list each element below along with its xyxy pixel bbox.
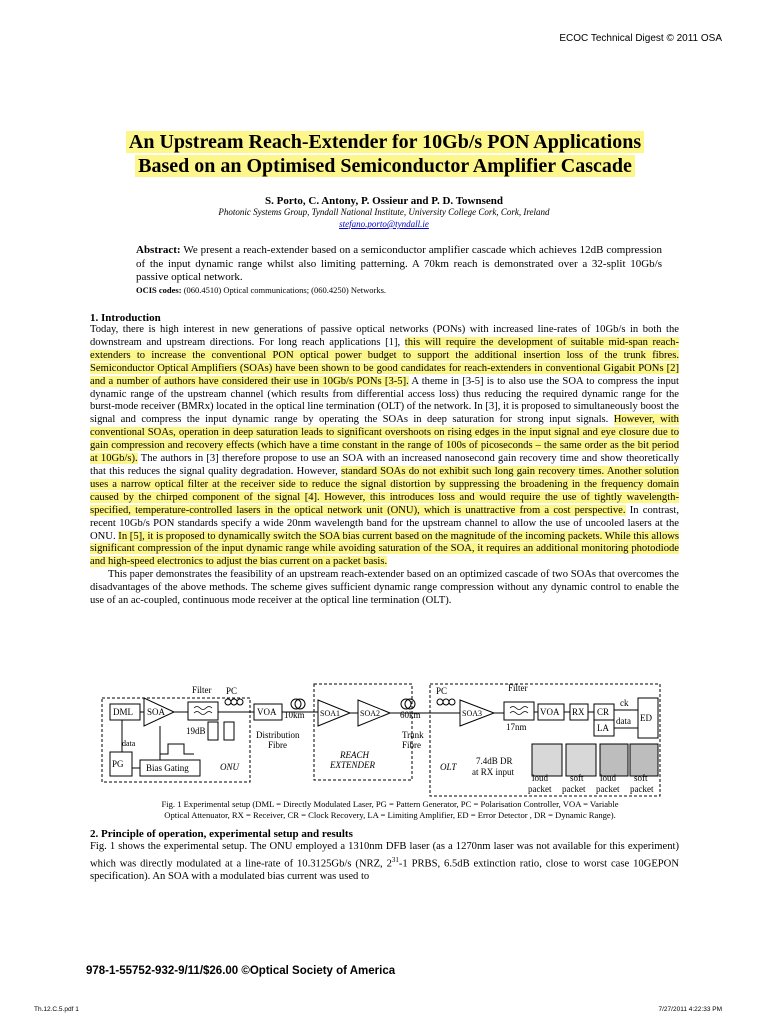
section-2-text-b: -1 PRBS, 6.5dB extinction ratio, close to worst case 10GEPON specification). An SOA with a modulated bias current was used to [90,858,679,883]
label-dml: DML [113,707,133,717]
highlighted-text: However, with conventional SOAs, operation in deep saturation leads to significant overshoots on rising edges in the input signal and eye closure due to gain compression and recovery effects (which have a time constant in the range of 100s of picoseconds – the same order as the bit period at 10Gb/s). [90,414,679,465]
label-soa1: SOA1 [320,709,341,718]
label-trunk: Trunk [402,730,424,740]
highlighted-text: this will require the development of suitable mid-span reach-extenders to increase the conventional PON optical power budget to support the additional insertion loss of the trunk fibres. Semiconductor Optical Amplifiers (SOAs) have been shown to be good candidates for reach-extenders in conventional Gigabit PONs [2] and a number of authors have considered their use in 10Gb/s PONs [3-5]. [90,336,679,387]
section-heading-introduction: 1. Introduction [90,312,161,324]
paper-title [40,130,730,178]
section-heading-principle: 2. Principle of operation, experimental setup and results [90,828,353,840]
caption-line-1: Fig. 1 Experimental setup (DML = Directly Modulated Laser, PG = Pattern Generator, PC = Polarisation Controller, VOA = Variable [161,799,619,809]
label-packet-4: packet [630,784,654,794]
author-list: S. Porto, C. Antony, P. Ossieur and P. D. Townsend [265,195,503,207]
text-run: The authors in [3] therefore propose to use an SOA with an increased nanosecond gain recovery time and show theoretically that this reduces the signal quality degradation. However, [90,453,680,477]
superscript-31: 31 [391,855,399,864]
label-17nm: 17nm [506,722,527,732]
label-data-olt: data [616,716,631,726]
title-line-2: Based on an Optimised Semiconductor Amplifier Cascade [135,155,635,177]
label-rx: RX [572,707,585,717]
ocis-text: (060.4510) Optical communications; (060.4250) Networks. [183,285,387,295]
label-extender: EXTENDER [330,760,375,770]
label-onu-filter: Filter [192,685,212,695]
figure-caption [100,799,680,821]
label-dr-1: 7.4dB DR [476,756,513,766]
label-loud-1: loud [532,773,549,783]
label-onu-soa: SOA [147,707,166,717]
journal-header: ECOC Technical Digest © 2011 OSA [559,33,722,44]
label-packet-3: packet [596,784,620,794]
label-dr-2: at RX input [472,767,514,777]
label-olt: OLT [440,762,457,772]
footer-timestamp: 7/27/2011 4:22:33 PM [658,1006,722,1013]
text-run: In contrast, recent 10Gb/s PON standards specify a wide 20nm wavelength band for the upstream channel to allow the use of uncooled lasers at the ONU. [90,504,679,542]
label-reach: REACH [340,750,369,760]
footer-file-label: Th.12.C.5.pdf 1 [34,1006,79,1013]
label-loud-2: loud [600,773,617,783]
eye-diagram-3 [600,744,628,776]
label-olt-pc: PC [436,686,448,696]
label-trunk-fibre: Fibre [402,740,421,750]
author-email-link[interactable]: stefano.porto@tyndall.ie [339,219,429,229]
eye-diagram-2 [566,744,596,776]
label-bias-gating: Bias Gating [146,763,189,773]
eye-diagram-1 [532,744,562,776]
experimental-setup-figure [100,680,680,800]
label-onu-pc: PC [226,686,238,696]
label-ed: ED [640,713,652,723]
copyright-line: 978-1-55752-932-9/11/$26.00 ©Optical Society of America [86,965,396,977]
highlighted-text: In [5], it is proposed to dynamically switch the SOA bias current based on the magnitude of the incoming packets. While this allows significant compression of the input dynamic range while avoiding saturation of the SOA, it requires an additional monitoring photodiode and high-speed electronics to adjust the bias current on a packet basis. [90,530,680,568]
label-onu: ONU [220,762,240,772]
label-distribution-fibre: Fibre [268,740,287,750]
highlighted-text: standard SOAs do not exhibit such long gain recovery times. Another solution uses a narrow optical filter at the receiver side to reduce the signal distortion by suppressing the broadening in the frequency domain caused by the chirped component of the signal [4]. However, this introduces loss and would require the use of tightly wavelength-specified, temperature-controlled lasers in the optical network unit (ONU), which is unattractive from a cost perspective. [90,465,679,516]
caption-line-2: Optical Attenuator, RX = Receiver, CR = Clock Recovery, LA = Limiting Amplifier, ED = Error Detector , DR = Dynamic Range). [164,810,616,820]
label-cr: CR [597,707,610,717]
olt-filter-block [504,702,534,720]
intro-paragraph-2: This paper demonstrates the feasibility of an upstream reach-extender based on an optimized cascade of two SOAs that overcomes the disadvantages of the above methods. The scheme gives sufficient dynamic range compression without any dynamic control to enable the use of an ac-coupled, continuous mode receiver at the optical line termination (OLT). [90,569,679,607]
label-data-onu: data [122,739,136,748]
label-soa3: SOA3 [462,709,483,718]
abstract [136,244,662,285]
label-ck: ck [620,698,629,708]
label-la: LA [597,723,609,733]
label-packet-1: packet [528,784,552,794]
label-19db: 19dB [186,726,206,736]
ocis-codes [136,285,662,295]
affiliation: Photonic Systems Group, Tyndall National Institute, University College Cork, Cork, Ireland [218,207,550,217]
introduction-body [90,324,679,608]
label-60km: 60km [400,710,421,720]
intro-paragraph-1 [90,324,679,569]
label-voa-2: VOA [540,707,560,717]
label-pg: PG [112,759,124,769]
abstract-label: Abstract: [136,244,181,256]
title-line-1: An Upstream Reach-Extender for 10Gb/s PON Applications [126,131,644,153]
label-voa-1: VOA [257,707,277,717]
onu-filter-block [188,702,218,720]
label-soft-2: soft [634,773,648,783]
label-soft-1: soft [570,773,584,783]
abstract-text: We present a reach-extender based on a semiconductor amplifier cascade which achieves 12dB compression of the input dynamic range whilst also limiting patterning. A 70km reach is demonstrated over a 32-split 10Gb/s passive optical network. [136,244,662,283]
label-packet-2: packet [562,784,586,794]
eye-diagram-4 [630,744,658,776]
section-2-body [90,841,679,884]
ocis-label: OCIS codes: [136,285,182,295]
section-2-text-a: Fig. 1 shows the experimental setup. The ONU employed a 1310nm DFB laser (as a 1270nm laser was not available for this experiment) which was directly modulated at a line-rate of 10.3125Gb/s (NRZ, 2 [90,841,679,870]
text-run: Today, there is high interest in new generations of passive optical networks (PONs) with increased line-rates of 10Gb/s in both the downstream and upstream directions. For long reach applications [1], [90,324,679,348]
label-soa2: SOA2 [360,709,381,718]
label-distribution: Distribution [256,730,300,740]
label-olt-filter: Filter [508,683,528,693]
text-run: A theme in [3-5] is to also use the SOA to compress the input dynamic range of the upstream channel (which results from differential access loss) thus reducing the required dynamic range for the burst-mode receiver (BMRx) located in the optical line termination (OLT) of the network. In [3], it is proposed to simultaneously boost the signal and compress the input dynamic range by operating the SOAs in deep saturation for strong input signals. [90,375,680,426]
label-10km: 10km [284,710,305,720]
